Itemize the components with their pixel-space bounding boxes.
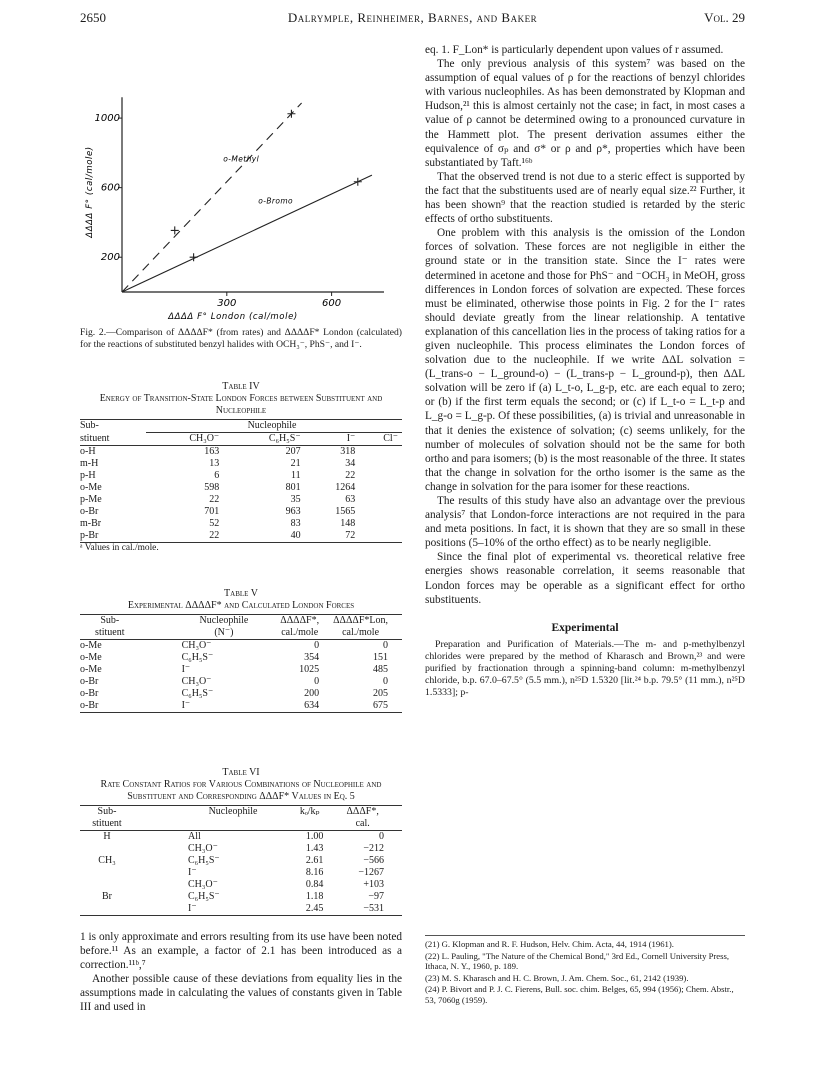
table-4-label: Table IV — [222, 381, 260, 392]
value-cell: C₆H₅S⁻ — [188, 891, 220, 902]
value-cell: I⁻ — [181, 664, 191, 675]
reference-21: (21) G. Klopman and R. F. Hudson, Helv. Chim. Acta, 44, 1914 (1961). — [425, 939, 674, 949]
column-header: kₒ/kₚ — [299, 806, 320, 817]
value-cell: 2.61 — [305, 855, 324, 866]
value-cell: 200 — [304, 688, 320, 699]
value-cell: 318 — [340, 446, 356, 457]
row-label: o-Br — [80, 700, 99, 711]
page-header — [80, 10, 745, 30]
value-cell: 22 — [209, 494, 220, 505]
row-label — [80, 903, 152, 916]
table-row — [80, 494, 402, 506]
value-cell: −97 — [368, 891, 384, 902]
value-cell — [359, 482, 402, 494]
table-5-label: Table V — [224, 588, 258, 599]
table-row — [80, 446, 402, 459]
table-row — [80, 879, 402, 891]
row-label: o-Me — [80, 652, 102, 663]
table-4-grid — [80, 419, 402, 543]
value-cell: 11 — [290, 470, 301, 481]
table-4-title: Energy of Transition-State London Forces between Substituent and Nucleophile — [99, 393, 383, 416]
value-cell: 148 — [340, 518, 356, 529]
value-cell: 1025 — [299, 664, 320, 675]
value-cell: 801 — [285, 482, 301, 493]
row-label: H — [103, 831, 111, 842]
row-label — [80, 867, 152, 879]
value-cell: 485 — [373, 664, 388, 675]
value-cell: 354 — [304, 652, 320, 663]
table-row — [80, 855, 402, 867]
row-label: m-Br — [80, 518, 102, 529]
right-paragraph-1: eq. 1. F_Lon* is particularly dependent upon values of r assumed. — [425, 44, 724, 56]
value-cell: 52 — [209, 518, 220, 529]
column-header: Nucleophile — [208, 806, 258, 817]
value-cell: 1.00 — [305, 831, 324, 842]
value-cell: CH₃O⁻ — [188, 879, 218, 890]
y-tick-label: 200 — [100, 252, 120, 264]
bottom-left-paragraph-1: 1 is only approximate and errors resulting from its use have been noted before.¹¹ As an example, a factor of 2.1 has been introduced as a correction.¹¹ᵇ,⁷ — [80, 931, 402, 971]
annotation-o-methyl: o-Methyl — [223, 154, 260, 164]
table-row — [80, 530, 402, 543]
value-cell: C₆H₅S⁻ — [188, 855, 220, 866]
figure-2-chart — [80, 70, 390, 320]
value-cell: 0 — [379, 831, 384, 842]
row-label: m-H — [80, 458, 99, 469]
annotation-o-bromo: o-Bromo — [258, 196, 294, 206]
column-header: (N⁻) — [214, 627, 234, 638]
table-4 — [80, 381, 402, 553]
value-cell: 1264 — [335, 482, 356, 493]
value-cell: 22 — [209, 530, 220, 541]
table-row — [80, 818, 402, 831]
value-cell: 163 — [204, 446, 220, 457]
value-cell: C₆H₅S⁻ — [181, 688, 214, 699]
value-cell: 35 — [290, 494, 301, 505]
x-axis-label: ΔΔΔΔ F° London (cal/mole) — [168, 312, 298, 320]
value-cell: I⁻ — [181, 700, 191, 711]
row-label: p-Me — [80, 494, 102, 505]
table-5-grid — [80, 614, 402, 713]
value-cell: 634 — [304, 700, 320, 711]
table-5 — [80, 588, 402, 713]
value-cell: 6 — [214, 470, 220, 481]
data-point — [354, 178, 362, 186]
column-header: stituent — [95, 627, 125, 638]
value-cell: 63 — [345, 494, 356, 505]
value-cell: 72 — [345, 530, 356, 541]
column-header: C₆H₅S⁻ — [268, 433, 301, 444]
volume-label: Vol. 29 — [704, 10, 745, 25]
value-cell: 2.45 — [305, 903, 324, 914]
value-cell: 83 — [290, 518, 301, 529]
row-label: p-Br — [80, 530, 99, 541]
running-authors: Dalrymple, Reinheimer, Barnes, and Baker — [287, 10, 538, 25]
table-row — [80, 433, 402, 446]
column-header: ΔΔΔΔF*, — [280, 615, 320, 626]
column-header: stituent — [92, 818, 122, 829]
table-row — [80, 652, 402, 664]
table-row — [80, 676, 402, 688]
table-6 — [80, 767, 402, 916]
table-row — [80, 891, 402, 903]
right-paragraph-5: The results of this study have also an advantage over the previous analysis⁷ that London-force interactions are not required in the para and meta positions. In fact, it is shown that they are so small in these positions (5–10% of the ortho effect) as to be nearly negligible. — [425, 495, 745, 550]
value-cell: I⁻ — [188, 903, 197, 914]
row-label: o-H — [80, 446, 96, 457]
value-cell: 598 — [204, 482, 220, 493]
column-header — [152, 818, 296, 831]
value-cell: All — [188, 831, 201, 842]
row-label: o-Me — [80, 664, 102, 675]
value-cell: 0 — [383, 640, 388, 651]
value-cell: −212 — [363, 843, 384, 854]
value-cell: 21 — [290, 458, 301, 469]
column-header: ΔΔΔΔF*Lon, — [333, 615, 388, 626]
table-row — [80, 867, 402, 879]
column-header: Cl⁻ — [383, 433, 398, 444]
table-row — [80, 420, 402, 433]
value-cell: 22 — [345, 470, 356, 481]
value-cell: −566 — [363, 855, 384, 866]
column-header: I⁻ — [346, 433, 356, 444]
value-cell: 13 — [209, 458, 220, 469]
row-label: Br — [102, 891, 112, 902]
table-row — [80, 700, 402, 713]
reference-24: (24) P. Bivort and P. J. C. Fierens, Bull. soc. chim. Belges, 65, 994 (1956); Chem. Abstr., 53, 7060g (1959). — [425, 984, 734, 1005]
value-cell: 1565 — [335, 506, 356, 517]
value-cell: 701 — [204, 506, 220, 517]
value-cell: 675 — [373, 700, 388, 711]
column-header: stituent — [80, 432, 110, 444]
right-paragraph-6: Since the final plot of experimental vs. theoretical relative free energies shows reasonable correlation, it seems reasonable that London forces may be operable as a significant effect for ortho substituents. — [425, 551, 745, 606]
table-row — [80, 903, 402, 916]
table-row — [80, 470, 402, 482]
value-cell: 40 — [290, 530, 301, 541]
table-4-footnote: ᵃ Values in cal./mole. — [80, 543, 159, 553]
value-cell — [359, 518, 402, 530]
y-tick-label: 1000 — [94, 113, 120, 125]
value-cell: 1.18 — [305, 891, 324, 902]
table-row — [80, 831, 402, 844]
value-cell: 0.84 — [305, 879, 324, 890]
value-cell — [359, 458, 402, 470]
value-cell: CH₃O⁻ — [181, 640, 212, 651]
value-cell: 1.43 — [305, 843, 324, 854]
row-label: o-Br — [80, 506, 99, 517]
value-cell — [359, 530, 402, 543]
experimental-text: Preparation and Purification of Materials.—The m- and p-methylbenzyl chlorides were prepared by the method of Kharasch and Brown,²³ and were purified by fractionation through a spinning-band column: m-methylbenzyl chloride, b.p. 67.0–67.5° (5.5 mm.), n²⁵D 1.5320 [lit.²⁴ b.p. 79.5° (11 mm.), n²⁵D 1.5333]; p- — [425, 638, 745, 698]
column-header: Sub- — [80, 420, 99, 432]
right-paragraph-4: One problem with this analysis is the omission of the London forces of solvation. These forces are not negligible in either the ground state or in the transition state. Since the I⁻ rates were determined in acetone and those for PhS⁻ and ⁻OCH₃ in MeOH, gross differences in London forces of solvation are expected. These forces must be eliminated, otherwise those points in Fig. 2 for the I⁻ rates should deviate greatly from the linear relationship. A tentative explanation of this cancellation lies in the process of taking ratios for a given nucleophile. This process eliminates the London forces of solvation due to the nucleophile. If we write ΔΔL solvation = (L_trans-o − L_ground-o) − (L_trans-p − L_ground-p), then ΔΔL solvation will be zero if (a) L_t-o, L_g-p, etc. are each equal to zero; or (b) if the first term equals the second; or (c) if L_t-o = L_t-p and L_g-o = L_g-p. Of these possibilities, (a) is trivial and unreasonable in that it denies the existence of solvation; (c) seems unlikely, for the number of molecules of solvation should not be the same for both ortho and para isomers; (b) is the most reasonable of the three. It states that the change in solvation for the ortho isomer is the same as the change in solvation for the para isomer for these reactions. — [425, 227, 745, 493]
right-paragraph-2: The only previous analysis of this system⁷ was based on the assumption of equal values of ρ for the reactions of benzyl chlorides with various nucleophiles. As has been demonstrated by Klopman and Hudson,²¹ this is almost certainly not the case; in fact, in most cases a value of ρ cannot be determined owing to a pronounced curvature in the Hammett plot. The present derivation assumes either the equivalence of σₚ and σ* or ρ and ρ*, properties which have been substantiated by Taft.¹⁶ᵇ — [425, 58, 745, 169]
column-group-header: Nucleophile — [146, 420, 402, 433]
value-cell: 205 — [373, 688, 388, 699]
row-label: o-Me — [80, 640, 102, 651]
value-cell: +103 — [363, 879, 384, 890]
value-cell: −1267 — [358, 867, 384, 878]
column-header — [296, 818, 341, 831]
column-header: cal. — [355, 818, 370, 829]
table-row — [80, 482, 402, 494]
table-6-grid — [80, 805, 402, 916]
series-line-bromo — [122, 175, 372, 292]
column-header: Sub- — [97, 806, 117, 817]
table-row — [80, 458, 402, 470]
value-cell: CH₃O⁻ — [181, 676, 212, 687]
column-header: CH₃O⁻ — [189, 433, 220, 444]
row-label: CH₃ — [98, 855, 116, 866]
value-cell: C₆H₅S⁻ — [181, 652, 214, 663]
figure-caption: Fig. 2.—Comparison of ΔΔΔΔF* (from rates) and ΔΔΔΔF* London (calculated) for the reactions of substituted benzyl halides with OCH₃⁻, PhS⁻, and I⁻. — [80, 327, 402, 350]
table-row — [80, 664, 402, 676]
table-row — [80, 627, 402, 640]
value-cell: 8.16 — [305, 867, 324, 878]
value-cell: 963 — [285, 506, 301, 517]
table-row — [80, 640, 402, 653]
value-cell: CH₃O⁻ — [188, 843, 218, 854]
value-cell — [359, 494, 402, 506]
value-cell: 0 — [314, 676, 320, 687]
column-header: cal./mole — [342, 627, 380, 638]
experimental-heading: Experimental — [551, 621, 619, 634]
bottom-left-text — [80, 930, 402, 1014]
page-number: 2650 — [80, 10, 106, 25]
row-label: p-H — [80, 470, 96, 481]
value-cell: 207 — [285, 446, 301, 457]
column-header: cal./mole — [281, 627, 319, 638]
value-cell — [359, 446, 402, 459]
table-row — [80, 806, 402, 819]
value-cell: 151 — [373, 652, 388, 663]
value-cell: 0 — [314, 640, 320, 651]
right-column — [425, 43, 745, 699]
table-5-title: Experimental ΔΔΔΔF* and Calculated London Forces — [127, 600, 355, 611]
table-row — [80, 843, 402, 855]
table-6-title: Rate Constant Ratios for Various Combinations of Nucleophile and Substituent and Corresponding ΔΔΔF* Values in Eq. 5 — [100, 779, 382, 802]
value-cell: I⁻ — [188, 867, 197, 878]
table-6-label: Table VI — [222, 767, 260, 778]
x-tick-label: 300 — [217, 298, 237, 309]
table-row — [80, 518, 402, 530]
table-row — [80, 615, 402, 628]
table-row — [80, 688, 402, 700]
row-label: o-Br — [80, 688, 99, 699]
references — [425, 935, 745, 1007]
value-cell: 0 — [383, 676, 388, 687]
reference-22: (22) L. Pauling, "The Nature of the Chemical Bond," 3rd Ed., Cornell University Press, Ithaca, N. Y., 1960, p. 189. — [425, 950, 730, 972]
value-cell: −531 — [363, 903, 384, 914]
column-header: Sub- — [100, 615, 120, 626]
x-tick-label: 600 — [322, 298, 342, 309]
value-cell — [359, 470, 402, 482]
row-label — [80, 843, 152, 855]
column-header: Nucleophile — [199, 615, 249, 626]
row-label: o-Br — [80, 676, 99, 687]
row-label — [80, 879, 152, 891]
value-cell — [359, 506, 402, 518]
column-header: ΔΔΔF*, — [346, 806, 379, 817]
y-axis-label: ΔΔΔΔ F° (cal/mole) — [85, 146, 95, 238]
table-row — [80, 506, 402, 518]
chart-svg — [80, 70, 390, 320]
reference-23: (23) M. S. Kharasch and H. C. Brown, J. Am. Chem. Soc., 61, 2142 (1939). — [425, 972, 689, 983]
right-paragraph-3: That the observed trend is not due to a steric effect is supported by the fact that the substituents used are of nearly equal size.²² Further, it has been shown⁹ that the reaction studied is retarded by the steric effects of ortho substituents. — [425, 170, 745, 226]
value-cell: 34 — [345, 458, 356, 469]
row-label: o-Me — [80, 482, 102, 493]
y-tick-label: 600 — [100, 182, 120, 194]
bottom-left-paragraph-2: Another possible cause of these deviations from equality lies in the assumptions made in calculating the values of constants given in Table III and used in — [80, 973, 402, 1013]
